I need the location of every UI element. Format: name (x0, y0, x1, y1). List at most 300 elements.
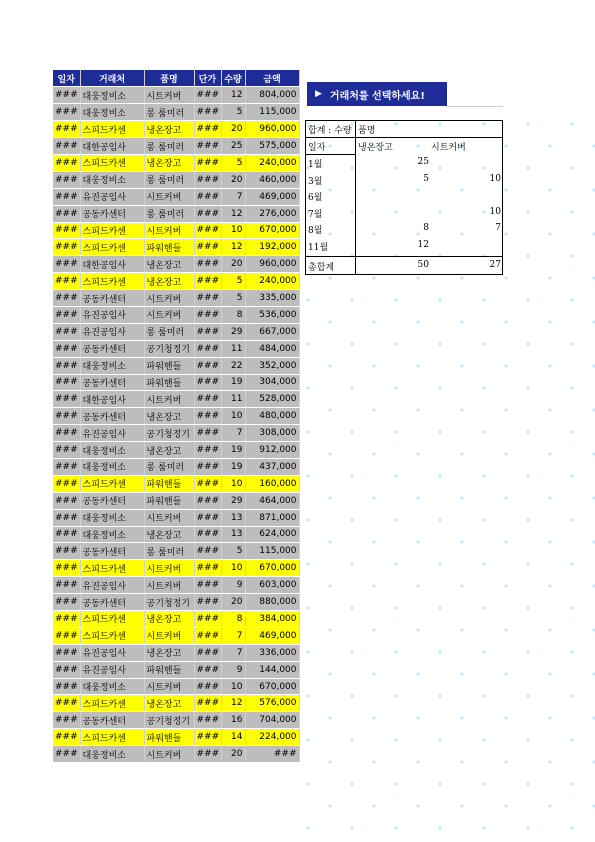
cell-price[interactable]: ### (194, 273, 221, 290)
table-row (53, 357, 299, 374)
cell-price[interactable]: ### (194, 154, 221, 171)
cell-price[interactable]: ### (194, 492, 221, 509)
cell-vendor[interactable]: 스피드카센 (80, 154, 144, 171)
cell-vendor[interactable]: 스피드카센 (80, 695, 144, 712)
table-row (53, 543, 299, 560)
cell-price[interactable]: ### (194, 323, 221, 340)
cell-quantity[interactable]: 10 (221, 408, 245, 425)
pivot-row-field[interactable]: 일자 (308, 143, 326, 153)
cell-quantity[interactable]: 10 (221, 475, 245, 492)
cell-price[interactable]: ### (194, 661, 221, 678)
header-vendor[interactable]: 거래처 (80, 70, 144, 87)
cell-date[interactable]: ### (53, 408, 80, 425)
cell-quantity[interactable]: 19 (221, 458, 245, 475)
table-row (53, 154, 299, 171)
pivot-value[interactable]: 10 (489, 173, 501, 184)
cell-amount[interactable]: 484,000 (245, 340, 299, 357)
cell-item[interactable]: 시트커버 (144, 87, 194, 104)
pivot-row-label[interactable]: 6월 (308, 193, 323, 203)
cell-vendor[interactable]: 대웅정비소 (80, 171, 144, 188)
table-row (53, 627, 299, 644)
cell-quantity[interactable]: 10 (221, 560, 245, 577)
cell-vendor[interactable]: 유진공임사 (80, 188, 144, 205)
cell-item[interactable]: 롱 룸미러 (144, 543, 194, 560)
cell-date[interactable]: ### (53, 306, 80, 323)
pivot-value[interactable]: 7 (495, 223, 501, 233)
cell-date[interactable]: ### (53, 222, 80, 239)
cell-quantity[interactable]: 5 (221, 104, 245, 121)
cell-price[interactable]: ### (194, 695, 221, 712)
cell-price[interactable]: ### (194, 746, 221, 763)
table-row (53, 526, 299, 543)
cell-item[interactable]: 시트커버 (144, 222, 194, 239)
cell-item[interactable]: 롱 룸미러 (144, 205, 194, 222)
cell-quantity[interactable]: 29 (221, 323, 245, 340)
cell-item[interactable]: 롱 룸미러 (144, 104, 194, 121)
cell-amount[interactable]: 224,000 (245, 729, 299, 746)
cell-vendor[interactable]: 대웅정비소 (80, 87, 144, 104)
cell-vendor[interactable]: 공동카센터 (80, 543, 144, 560)
cell-quantity[interactable]: 13 (221, 526, 245, 543)
cell-quantity[interactable]: 25 (221, 138, 245, 155)
cell-date[interactable]: ### (53, 442, 80, 459)
cell-quantity[interactable]: 14 (221, 729, 245, 746)
cell-vendor[interactable]: 공동카센터 (80, 374, 144, 391)
cell-amount[interactable]: 871,000 (245, 509, 299, 526)
cell-price[interactable]: ### (194, 729, 221, 746)
cell-price[interactable]: ### (194, 138, 221, 155)
cell-quantity[interactable]: 8 (221, 611, 245, 628)
cell-price[interactable]: ### (194, 543, 221, 560)
cell-price[interactable]: ### (194, 678, 221, 695)
cell-item[interactable]: 파워핸들 (144, 239, 194, 256)
table-row (53, 442, 299, 459)
cell-date[interactable]: ### (53, 323, 80, 340)
cell-quantity[interactable]: 5 (221, 543, 245, 560)
pivot-row-label[interactable]: 8월 (308, 226, 323, 236)
cell-date[interactable]: ### (53, 594, 80, 611)
cell-item[interactable]: 냉온장고 (144, 526, 194, 543)
cell-amount[interactable]: 304,000 (245, 374, 299, 391)
cell-item[interactable]: 시트커버 (144, 306, 194, 323)
cell-item[interactable]: 시트커버 (144, 391, 194, 408)
cell-vendor[interactable]: 스피드카센 (80, 729, 144, 746)
cell-item[interactable]: 롱 룸미러 (144, 138, 194, 155)
table-row (53, 205, 299, 222)
cell-item[interactable]: 시트커버 (144, 188, 194, 205)
pivot-frame (305, 120, 503, 275)
cell-amount[interactable]: 192,000 (245, 239, 299, 256)
pivot-column-header[interactable]: 시트커버 (431, 143, 466, 153)
cell-date[interactable]: ### (53, 104, 80, 121)
cell-vendor[interactable]: 대웅정비소 (80, 458, 144, 475)
table-row (53, 87, 299, 104)
cell-date[interactable]: ### (53, 357, 80, 374)
cell-price[interactable]: ### (194, 627, 221, 644)
cell-item[interactable]: 파워핸들 (144, 661, 194, 678)
cell-amount[interactable]: 704,000 (245, 712, 299, 729)
pivot-table (305, 120, 503, 275)
cell-item[interactable]: 롱 룸미러 (144, 171, 194, 188)
table-body (53, 87, 299, 763)
table-row (53, 611, 299, 628)
table-row (53, 374, 299, 391)
cell-date[interactable]: ### (53, 205, 80, 222)
cell-amount[interactable]: 469,000 (245, 188, 299, 205)
cell-quantity[interactable]: 5 (221, 290, 245, 307)
cell-amount[interactable]: 437,000 (245, 458, 299, 475)
cell-date[interactable]: ### (53, 661, 80, 678)
cell-vendor[interactable]: 대웅정비소 (80, 678, 144, 695)
cell-price[interactable]: ### (194, 442, 221, 459)
table-row (53, 391, 299, 408)
header-quantity[interactable]: 수량 (221, 70, 245, 87)
cell-quantity[interactable]: 13 (221, 509, 245, 526)
cell-vendor[interactable]: 대웅정비소 (80, 509, 144, 526)
cell-item[interactable]: 공기청정기 (144, 712, 194, 729)
cell-amount[interactable]: 240,000 (245, 154, 299, 171)
pivot-column-header[interactable]: 냉온장고 (358, 143, 393, 153)
cell-amount[interactable]: 276,000 (245, 205, 299, 222)
cell-amount[interactable]: 670,000 (245, 678, 299, 695)
table-row (53, 746, 299, 763)
cell-amount[interactable]: 576,000 (245, 695, 299, 712)
cell-quantity[interactable]: 10 (221, 678, 245, 695)
cell-vendor[interactable]: 대한공임사 (80, 256, 144, 273)
cell-quantity[interactable]: 7 (221, 644, 245, 661)
sales-data-table (53, 70, 300, 763)
cell-date[interactable]: ### (53, 239, 80, 256)
cell-quantity[interactable]: 19 (221, 374, 245, 391)
cell-amount[interactable]: 960,000 (245, 256, 299, 273)
cell-price[interactable]: ### (194, 374, 221, 391)
cell-quantity[interactable]: 11 (221, 340, 245, 357)
cell-amount[interactable]: 144,000 (245, 661, 299, 678)
cell-amount[interactable]: 160,000 (245, 475, 299, 492)
cell-vendor[interactable]: 스피드카센 (80, 475, 144, 492)
cell-vendor[interactable]: 유진공임사 (80, 661, 144, 678)
cell-amount[interactable]: 670,000 (245, 222, 299, 239)
cell-date[interactable]: ### (53, 290, 80, 307)
cell-date[interactable]: ### (53, 560, 80, 577)
cell-vendor[interactable]: 대웅정비소 (80, 357, 144, 374)
table-row (53, 678, 299, 695)
cell-item[interactable]: 냉온장고 (144, 611, 194, 628)
cell-price[interactable]: ### (194, 171, 221, 188)
cell-price[interactable]: ### (194, 408, 221, 425)
cell-vendor[interactable]: 스피드카센 (80, 121, 144, 138)
cell-price[interactable]: ### (194, 306, 221, 323)
cell-amount[interactable]: 352,000 (245, 357, 299, 374)
cell-vendor[interactable]: 대웅정비소 (80, 746, 144, 763)
table-row (53, 290, 299, 307)
cell-date[interactable]: ### (53, 425, 80, 442)
cell-item[interactable]: 냉온장고 (144, 273, 194, 290)
cell-item[interactable]: 파워핸들 (144, 492, 194, 509)
pivot-total-value[interactable]: 50 (417, 260, 429, 270)
cell-quantity[interactable]: 20 (221, 256, 245, 273)
cell-quantity[interactable]: 29 (221, 492, 245, 509)
cell-quantity[interactable]: 8 (221, 306, 245, 323)
cell-date[interactable]: ### (53, 374, 80, 391)
cell-vendor[interactable]: 공동카센터 (80, 408, 144, 425)
table-row (53, 408, 299, 425)
cell-amount[interactable]: 240,000 (245, 273, 299, 290)
header-amount[interactable]: 금액 (245, 70, 299, 87)
cell-amount[interactable]: 880,000 (245, 594, 299, 611)
header-item[interactable]: 품명 (144, 70, 194, 87)
cell-date[interactable]: ### (53, 138, 80, 155)
cell-price[interactable]: ### (194, 509, 221, 526)
cell-vendor[interactable]: 스피드카센 (80, 611, 144, 628)
cell-item[interactable]: 냉온장고 (144, 121, 194, 138)
cell-amount[interactable]: 624,000 (245, 526, 299, 543)
cell-date[interactable]: ### (53, 627, 80, 644)
cell-vendor[interactable]: 공동카센터 (80, 712, 144, 729)
cell-item[interactable]: 시트커버 (144, 560, 194, 577)
cell-item[interactable]: 공기청정기 (144, 340, 194, 357)
pivot-row-label[interactable]: 3월 (308, 176, 323, 187)
cell-item[interactable]: 냉온장고 (144, 256, 194, 273)
cell-date[interactable]: ### (53, 458, 80, 475)
play-triangle-icon: ▶ (315, 89, 322, 99)
pivot-value[interactable]: 8 (423, 223, 429, 233)
cell-item[interactable]: 냉온장고 (144, 644, 194, 661)
cell-price[interactable]: ### (194, 87, 221, 104)
cell-amount[interactable]: 480,000 (245, 408, 299, 425)
cell-item[interactable]: 롱 룸미러 (144, 458, 194, 475)
cell-amount[interactable]: 912,000 (245, 442, 299, 459)
cell-item[interactable]: 시트커버 (144, 678, 194, 695)
cell-item[interactable]: 롱 룸미러 (144, 323, 194, 340)
cell-quantity[interactable]: 12 (221, 239, 245, 256)
cell-amount[interactable]: 603,000 (245, 577, 299, 594)
header-underline (447, 106, 503, 107)
cell-amount[interactable]: ### (245, 746, 299, 763)
cell-vendor[interactable]: 공동카센터 (80, 205, 144, 222)
cell-quantity[interactable]: 7 (221, 425, 245, 442)
cell-vendor[interactable]: 유진공임사 (80, 577, 144, 594)
cell-item[interactable]: 파워핸들 (144, 374, 194, 391)
table-row (53, 695, 299, 712)
cell-quantity[interactable]: 20 (221, 121, 245, 138)
cell-vendor[interactable]: 유진공임사 (80, 644, 144, 661)
cell-amount[interactable]: 460,000 (245, 171, 299, 188)
cell-quantity[interactable]: 11 (221, 391, 245, 408)
cell-quantity[interactable]: 12 (221, 205, 245, 222)
cell-date[interactable]: ### (53, 678, 80, 695)
header-date[interactable]: 일자 (53, 70, 80, 87)
cell-item[interactable]: 냉온장고 (144, 442, 194, 459)
cell-amount[interactable]: 469,000 (245, 627, 299, 644)
cell-price[interactable]: ### (194, 391, 221, 408)
cell-item[interactable]: 공기청정기 (144, 425, 194, 442)
cell-price[interactable]: ### (194, 526, 221, 543)
cell-date[interactable]: ### (53, 340, 80, 357)
cell-amount[interactable]: 115,000 (245, 543, 299, 560)
cell-amount[interactable]: 960,000 (245, 121, 299, 138)
cell-quantity[interactable]: 9 (221, 577, 245, 594)
cell-date[interactable]: ### (53, 121, 80, 138)
cell-vendor[interactable]: 유진공임사 (80, 306, 144, 323)
cell-date[interactable]: ### (53, 492, 80, 509)
cell-vendor[interactable]: 스피드카센 (80, 560, 144, 577)
cell-quantity[interactable]: 19 (221, 442, 245, 459)
header-price[interactable]: 단가 (194, 70, 221, 87)
cell-date[interactable]: ### (53, 475, 80, 492)
vendor-select-button[interactable] (307, 82, 447, 106)
cell-price[interactable]: ### (194, 222, 221, 239)
cell-price[interactable]: ### (194, 458, 221, 475)
cell-price[interactable]: ### (194, 340, 221, 357)
cell-quantity[interactable]: 20 (221, 594, 245, 611)
pivot-row-label[interactable]: 7월 (308, 209, 323, 220)
cell-item[interactable]: 냉온장고 (144, 154, 194, 171)
cell-quantity[interactable]: 20 (221, 171, 245, 188)
cell-amount[interactable]: 670,000 (245, 560, 299, 577)
cell-item[interactable]: 시트커버 (144, 627, 194, 644)
cell-date[interactable]: ### (53, 171, 80, 188)
cell-quantity[interactable]: 20 (221, 746, 245, 763)
table-row (53, 644, 299, 661)
cell-date[interactable]: ### (53, 712, 80, 729)
cell-amount[interactable]: 115,000 (245, 104, 299, 121)
cell-date[interactable]: ### (53, 188, 80, 205)
cell-date[interactable]: ### (53, 256, 80, 273)
pivot-value[interactable]: 25 (417, 157, 429, 167)
pivot-value[interactable]: 5 (423, 173, 429, 184)
cell-amount[interactable]: 528,000 (245, 391, 299, 408)
cell-date[interactable]: ### (53, 509, 80, 526)
cell-price[interactable]: ### (194, 205, 221, 222)
cell-vendor[interactable]: 대웅정비소 (80, 104, 144, 121)
cell-item[interactable]: 파워핸들 (144, 357, 194, 374)
table-row (53, 188, 299, 205)
cell-price[interactable]: ### (194, 121, 221, 138)
cell-price[interactable]: ### (194, 560, 221, 577)
cell-item[interactable]: 공기청정기 (144, 594, 194, 611)
cell-price[interactable]: ### (194, 644, 221, 661)
cell-item[interactable]: 시트커버 (144, 746, 194, 763)
pivot-row-label[interactable]: 11월 (308, 242, 329, 253)
cell-price[interactable]: ### (194, 594, 221, 611)
cell-item[interactable]: 냉온장고 (144, 695, 194, 712)
cell-amount[interactable]: 667,000 (245, 323, 299, 340)
pivot-row-label[interactable]: 1월 (308, 160, 323, 170)
cell-date[interactable]: ### (53, 611, 80, 628)
table-row (53, 138, 299, 155)
cell-item[interactable]: 시트커버 (144, 577, 194, 594)
cell-item[interactable]: 시트커버 (144, 509, 194, 526)
cell-date[interactable]: ### (53, 577, 80, 594)
pivot-divider (305, 154, 355, 155)
cell-date[interactable]: ### (53, 644, 80, 661)
cell-vendor[interactable]: 스피드카센 (80, 222, 144, 239)
cell-date[interactable]: ### (53, 526, 80, 543)
cell-amount[interactable]: 464,000 (245, 492, 299, 509)
cell-quantity[interactable]: 10 (221, 222, 245, 239)
cell-quantity[interactable]: 16 (221, 712, 245, 729)
cell-quantity[interactable]: 5 (221, 273, 245, 290)
cell-date[interactable]: ### (53, 87, 80, 104)
cell-item[interactable]: 파워핸들 (144, 729, 194, 746)
cell-vendor[interactable]: 대한공임사 (80, 138, 144, 155)
cell-date[interactable]: ### (53, 695, 80, 712)
cell-price[interactable]: ### (194, 577, 221, 594)
cell-amount[interactable]: 335,000 (245, 290, 299, 307)
cell-price[interactable]: ### (194, 475, 221, 492)
cell-quantity[interactable]: 12 (221, 695, 245, 712)
cell-item[interactable]: 파워핸들 (144, 475, 194, 492)
cell-price[interactable]: ### (194, 188, 221, 205)
cell-amount[interactable]: 384,000 (245, 611, 299, 628)
cell-price[interactable]: ### (194, 425, 221, 442)
cell-date[interactable]: ### (53, 543, 80, 560)
pivot-column-field[interactable]: 품명 (358, 126, 376, 136)
cell-vendor[interactable]: 대웅정비소 (80, 442, 144, 459)
cell-date[interactable]: ### (53, 729, 80, 746)
cell-vendor[interactable]: 공동카센터 (80, 492, 144, 509)
cell-price[interactable]: ### (194, 357, 221, 374)
cell-price[interactable]: ### (194, 712, 221, 729)
cell-amount[interactable]: 575,000 (245, 138, 299, 155)
pivot-value[interactable]: 10 (489, 206, 501, 217)
cell-amount[interactable]: 536,000 (245, 306, 299, 323)
table-row (53, 340, 299, 357)
cell-quantity[interactable]: 5 (221, 154, 245, 171)
cell-quantity[interactable]: 12 (221, 87, 245, 104)
cell-date[interactable]: ### (53, 273, 80, 290)
cell-date[interactable]: ### (53, 746, 80, 763)
cell-vendor[interactable]: 대한공임사 (80, 391, 144, 408)
cell-price[interactable]: ### (194, 104, 221, 121)
table-row (53, 306, 299, 323)
cell-price[interactable]: ### (194, 290, 221, 307)
cell-date[interactable]: ### (53, 154, 80, 171)
cell-vendor[interactable]: 유진공임사 (80, 323, 144, 340)
table-row (53, 475, 299, 492)
cell-amount[interactable]: 336,000 (245, 644, 299, 661)
table-row (53, 239, 299, 256)
cell-quantity[interactable]: 7 (221, 188, 245, 205)
cell-quantity[interactable]: 7 (221, 627, 245, 644)
cell-date[interactable]: ### (53, 391, 80, 408)
cell-price[interactable]: ### (194, 611, 221, 628)
cell-item[interactable]: 냉온장고 (144, 408, 194, 425)
cell-vendor[interactable]: 공동카센터 (80, 594, 144, 611)
cell-vendor[interactable]: 유진공임사 (80, 425, 144, 442)
pivot-title[interactable]: 합계 : 수량 (308, 126, 352, 136)
cell-price[interactable]: ### (194, 239, 221, 256)
cell-item[interactable]: 시트커버 (144, 290, 194, 307)
pivot-value[interactable]: 12 (417, 239, 429, 250)
cell-quantity[interactable]: 9 (221, 661, 245, 678)
cell-vendor[interactable]: 공동카센터 (80, 290, 144, 307)
cell-vendor[interactable]: 스피드카센 (80, 627, 144, 644)
pivot-total-label[interactable]: 총합계 (308, 263, 335, 273)
cell-vendor[interactable]: 스피드카센 (80, 239, 144, 256)
cell-vendor[interactable]: 대웅정비소 (80, 526, 144, 543)
cell-quantity[interactable]: 22 (221, 357, 245, 374)
pivot-divider (305, 137, 503, 138)
cell-price[interactable]: ### (194, 256, 221, 273)
cell-amount[interactable]: 308,000 (245, 425, 299, 442)
cell-amount[interactable]: 804,000 (245, 87, 299, 104)
cell-vendor[interactable]: 공동카센터 (80, 340, 144, 357)
table-row (53, 323, 299, 340)
cell-vendor[interactable]: 스피드카센 (80, 273, 144, 290)
pivot-total-value[interactable]: 27 (489, 260, 501, 270)
